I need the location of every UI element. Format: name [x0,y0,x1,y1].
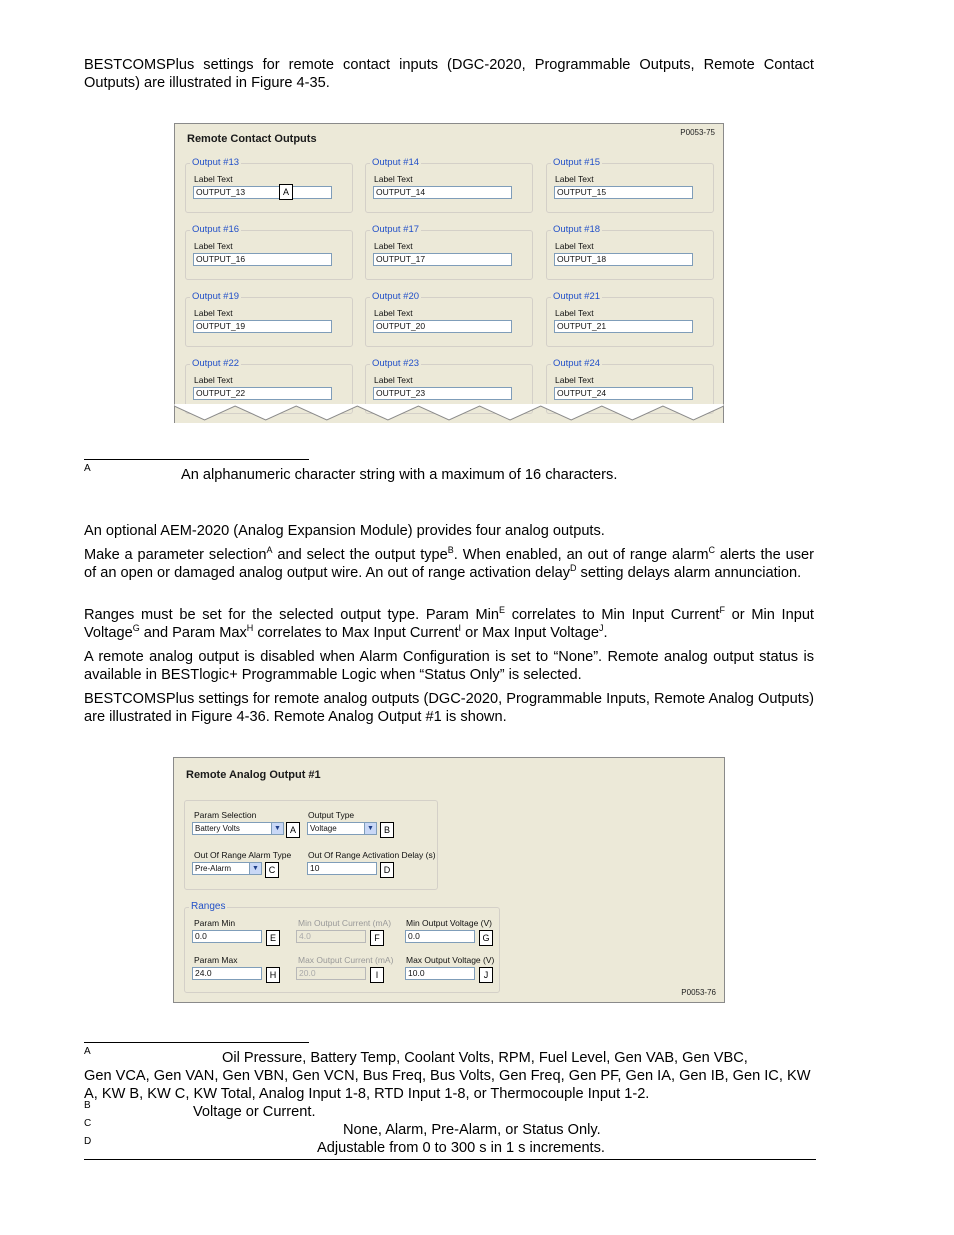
torn-edge [174,404,724,426]
min-current-label: Min Output Current (mA) [298,918,392,928]
chevron-down-icon[interactable]: ▼ [271,823,283,834]
chevron-down-icon[interactable]: ▼ [249,863,261,874]
footnote-mark: A [84,463,91,474]
output-group-label: Output #23 [372,358,420,369]
param-min-input[interactable]: 0.0 [192,930,262,943]
callout-c: C [265,862,279,878]
label-text-input[interactable]: OUTPUT_16 [193,253,332,266]
footnote-mark: C [84,1118,92,1129]
footnote-mark: B [84,1100,91,1111]
output-group-label: Output #20 [372,291,420,302]
paragraph-aem: An optional AEM-2020 (Analog Expansion Module) provides four analog outputs. [84,523,605,539]
alarm-type-label: Out Of Range Alarm Type [194,850,292,860]
footnote-text: Oil Pressure, Battery Temp, Coolant Volts, RPM, Fuel Level, Gen VAB, Gen VBC, [222,1050,748,1066]
paragraph-bestcoms-analog: BESTCOMSPlus settings for remote analog outputs (DGC-2020, Programmable Inputs, Remote Analog Outputs) are illustrated in Figure 4-36. Remote Analog Output #1 is shown. [84,691,814,725]
label-text-input[interactable]: OUTPUT_14 [373,186,512,199]
output-group [185,291,353,347]
param-min-label: Param Min [194,918,236,928]
remote-analog-output-figure [173,757,725,1003]
chevron-down-icon[interactable]: ▼ [364,823,376,834]
label-text-input[interactable]: OUTPUT_22 [193,387,332,400]
output-group-label: Output #15 [553,157,601,168]
footnote-text: An alphanumeric character string with a maximum of 16 characters. [181,467,618,483]
label-text-input[interactable]: OUTPUT_18 [554,253,693,266]
label-text-input[interactable]: OUTPUT_13 [193,186,332,199]
callout-j: J [479,967,493,983]
label-text-caption: Label Text [374,308,413,318]
min-current-input: 4.0 [296,930,366,943]
output-group-label: Output #16 [192,224,240,235]
output-group [365,291,533,347]
label-text-input[interactable]: OUTPUT_15 [554,186,693,199]
callout-i: I [370,967,384,983]
label-text-input[interactable]: OUTPUT_24 [554,387,693,400]
label-text-input[interactable]: OUTPUT_20 [373,320,512,333]
figure-title: Remote Analog Output #1 [186,769,321,781]
label-text-caption: Label Text [555,308,594,318]
label-text-caption: Label Text [555,241,594,251]
label-text-caption: Label Text [374,375,413,385]
output-group [185,224,353,280]
label-text-caption: Label Text [555,375,594,385]
label-text-input[interactable]: OUTPUT_19 [193,320,332,333]
max-current-label: Max Output Current (mA) [298,955,394,965]
figure-id: P0053-76 [681,988,716,997]
activation-delay-label: Out Of Range Activation Delay (s) [308,850,436,860]
footnote-mark: D [84,1136,92,1147]
label-text-input[interactable]: OUTPUT_23 [373,387,512,400]
label-text-caption: Label Text [194,308,233,318]
callout-d: D [380,862,394,878]
max-voltage-label: Max Output Voltage (V) [406,955,495,965]
output-group [546,224,714,280]
figure-title: Remote Contact Outputs [187,133,317,145]
param-max-input[interactable]: 24.0 [192,967,262,980]
footnote-text-continued: Gen VCA, Gen VAN, Gen VBN, Gen VCN, Bus Freq, Bus Volts, Gen Freq, Gen PF, Gen IA, Gen IB, Gen IC, KW A, KW B, KW C, KW Total, Analog Input 1-8, RTD Input 1-8, or Thermocouple Input 1-2. [84,1068,811,1102]
paragraph-disabled: A remote analog output is disabled when Alarm Configuration is set to “None”. Remote analog output status is available in BESTlogic+ Programmable Logic when “Status Only” is selected. [84,649,814,683]
max-current-input: 20.0 [296,967,366,980]
callout-f: F [370,930,384,946]
min-voltage-input[interactable]: 0.0 [405,930,475,943]
footnote-text: Voltage or Current. [193,1104,316,1120]
footnote-rule [84,459,309,460]
footnote-mark: A [84,1046,91,1057]
label-text-caption: Label Text [374,241,413,251]
output-group [365,224,533,280]
footnote-text: Adjustable from 0 to 300 s in 1 s increments. [317,1140,605,1156]
callout-h: H [266,967,280,983]
param-max-label: Param Max [194,955,238,965]
footnote-rule [84,1042,309,1043]
output-group-label: Output #14 [372,157,420,168]
footnote-text: None, Alarm, Pre-Alarm, or Status Only. [343,1122,601,1138]
label-text-input[interactable]: OUTPUT_17 [373,253,512,266]
output-group-label: Output #24 [553,358,601,369]
footnote-bottom-rule [84,1159,816,1160]
activation-delay-input[interactable]: 10 [307,862,377,875]
callout-e: E [266,930,280,946]
intro-paragraph: BESTCOMSPlus settings for remote contact inputs (DGC-2020, Programmable Outputs, Remote Contact Outputs) are illustrated in Figure 4-35. [84,57,814,91]
output-group-label: Output #19 [192,291,240,302]
label-text-caption: Label Text [555,174,594,184]
output-type-dropdown[interactable]: Voltage ▼ [307,822,377,835]
ranges-label: Ranges [191,901,226,912]
max-voltage-input[interactable]: 10.0 [405,967,475,980]
output-group-label: Output #17 [372,224,420,235]
label-text-caption: Label Text [194,174,233,184]
callout-a: A [279,184,293,200]
label-text-caption: Label Text [194,375,233,385]
callout-b: B [380,822,394,838]
output-group-label: Output #22 [192,358,240,369]
callout-a: A [286,822,300,838]
output-group [365,157,533,213]
output-group [546,157,714,213]
param-selection-label: Param Selection [194,810,257,820]
param-selection-dropdown[interactable]: Battery Volts ▼ [192,822,284,835]
output-group-label: Output #21 [553,291,601,302]
callout-g: G [479,930,493,946]
output-type-label: Output Type [308,810,355,820]
remote-contact-outputs-figure [174,123,724,423]
output-group-label: Output #13 [192,157,240,168]
output-group [185,157,353,213]
output-group-label: Output #18 [553,224,601,235]
label-text-caption: Label Text [194,241,233,251]
output-group [546,291,714,347]
alarm-type-dropdown[interactable]: Pre-Alarm ▼ [192,862,262,875]
paragraph-ranges: Ranges must be set for the selected output type. Param Min$^E$ correlates to Min Input Current$^F$ or Min Input Voltage$^G$ and Param Max$^H$ correlates to Max Input Current$^I$ or Max Input Voltage$^J$. [84,605,814,641]
label-text-caption: Label Text [374,174,413,184]
paragraph-parameter-selection: Make a parameter selection$^A$ and select the output type$^B$. When enabled, an out of range alarm$^C$ alerts the user of an open or damaged analog output wire. An out of range activation delay$^D$ setting delays alarm annunciation. [84,545,814,581]
label-text-input[interactable]: OUTPUT_21 [554,320,693,333]
figure-id: P0053-75 [680,128,715,137]
min-voltage-label: Min Output Voltage (V) [406,918,492,928]
